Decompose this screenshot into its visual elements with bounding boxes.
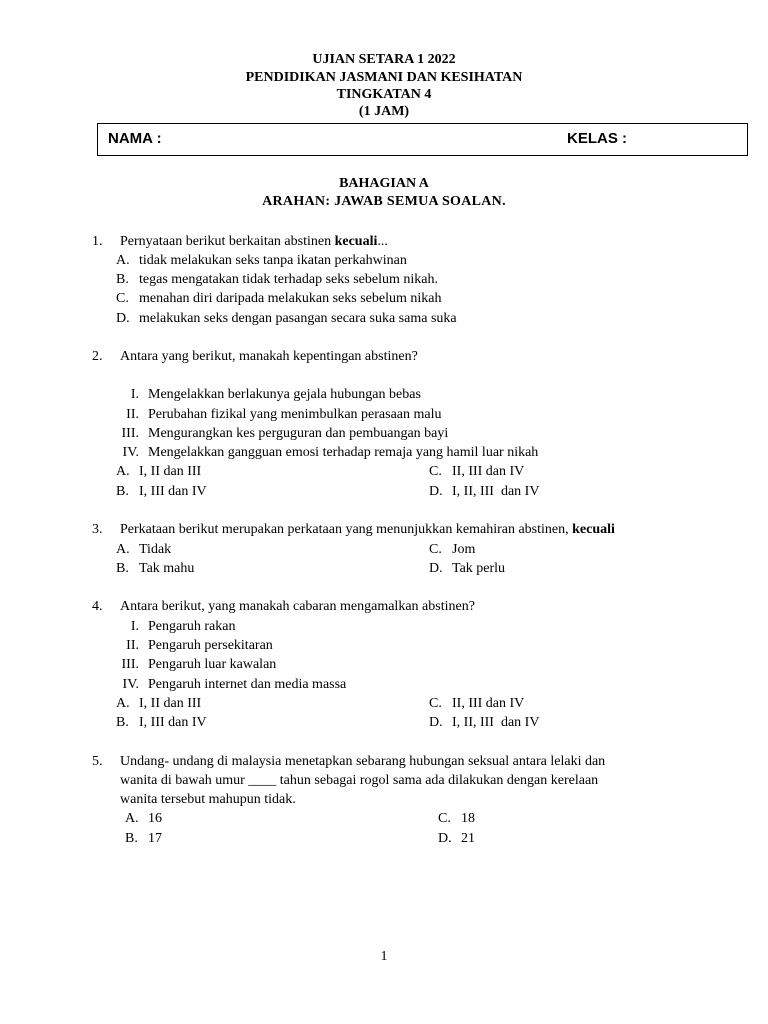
option-letter: A.	[125, 811, 139, 826]
option-text: 18	[461, 811, 475, 826]
form-level: TINGKATAN 4	[336, 87, 432, 102]
question-stem-line-1: Undang- undang di malaysia menetapkan sebarang hubungan seksual antara lelaki dan	[120, 754, 606, 769]
section-title: BAHAGIAN A	[339, 176, 429, 191]
option-letter: C.	[429, 542, 442, 557]
question-number: 3.	[92, 522, 103, 537]
exam-title: UJIAN SETARA 1 2022	[312, 52, 456, 67]
option-text: II, III dan IV	[452, 464, 525, 479]
question-number: 5.	[92, 754, 103, 769]
question-stem: Antara yang berikut, manakah kepentingan abstinen?	[120, 349, 418, 364]
roman-numeral: I.	[130, 619, 139, 634]
option-text: 17	[148, 831, 162, 846]
option-letter: B.	[116, 561, 129, 576]
option-text: 16	[148, 811, 162, 826]
option-letter: D.	[116, 311, 130, 326]
option-text: Tak mahu	[139, 561, 195, 576]
option-letter: C.	[116, 291, 129, 306]
option-letter: C.	[429, 696, 442, 711]
statement-text: Pengaruh internet dan media massa	[148, 677, 347, 692]
option-text: I, II, III dan IV	[452, 715, 540, 730]
question-stem: Perkataan berikut merupakan perkataan yang menunjukkan kemahiran abstinen, kecuali	[120, 522, 615, 537]
question-stem-line-2: wanita di bawah umur ____ tahun sebagai rogol sama ada dilakukan dengan kerelaan	[120, 773, 599, 788]
page-number: 1	[380, 949, 388, 964]
statement-text: Mengurangkan kes perguguran dan pembuangan bayi	[148, 426, 449, 441]
option-text: I, II dan III	[139, 464, 202, 479]
option-text: I, II dan III	[139, 696, 202, 711]
option-text: Jom	[452, 542, 476, 557]
option-text: melakukan seks dengan pasangan secara suka sama suka	[139, 311, 457, 326]
option-text: tegas mengatakan tidak terhadap seks sebelum nikah.	[139, 272, 438, 287]
option-text: I, III dan IV	[139, 484, 207, 499]
option-text: II, III dan IV	[452, 696, 525, 711]
option-letter: A.	[116, 253, 130, 268]
roman-numeral: IV.	[122, 445, 139, 460]
statement-text: Mengelakkan gangguan emosi terhadap remaja yang hamil luar nikah	[148, 445, 539, 460]
question-stem-line-3: wanita tersebut mahupun tidak.	[120, 792, 296, 807]
roman-numeral: I.	[130, 387, 139, 402]
option-letter: A.	[116, 464, 130, 479]
option-text: tidak melakukan seks tanpa ikatan perkahwinan	[139, 253, 407, 268]
roman-numeral: III.	[121, 426, 139, 441]
name-class-box	[97, 123, 748, 156]
option-text: I, II, III dan IV	[452, 484, 540, 499]
option-letter: B.	[125, 831, 138, 846]
roman-numeral: III.	[121, 657, 139, 672]
roman-numeral: II.	[126, 407, 139, 422]
option-text: Tak perlu	[452, 561, 506, 576]
option-letter: C.	[429, 464, 442, 479]
nama-label: NAMA :	[108, 130, 162, 147]
subject-title: PENDIDIKAN JASMANI DAN KESIHATAN	[245, 70, 523, 85]
statement-text: Pengaruh rakan	[148, 619, 236, 634]
option-letter: A.	[116, 542, 130, 557]
option-letter: D.	[429, 561, 443, 576]
kelas-label: KELAS :	[567, 130, 627, 147]
statement-text: Perubahan fizikal yang menimbulkan perasaan malu	[148, 407, 442, 422]
option-text: menahan diri daripada melakukan seks sebelum nikah	[139, 291, 442, 306]
option-letter: B.	[116, 715, 129, 730]
question-number: 2.	[92, 349, 103, 364]
question-stem: Antara berikut, yang manakah cabaran mengamalkan abstinen?	[120, 599, 475, 614]
option-letter: B.	[116, 484, 129, 499]
statement-text: Mengelakkan berlakunya gejala hubungan bebas	[148, 387, 421, 402]
option-text: Tidak	[139, 542, 172, 557]
section-instruction: ARAHAN: JAWAB SEMUA SOALAN.	[262, 194, 506, 209]
option-letter: D.	[438, 831, 452, 846]
option-text: 21	[461, 831, 475, 846]
question-number: 1.	[92, 234, 103, 249]
option-text: I, III dan IV	[139, 715, 207, 730]
statement-text: Pengaruh persekitaran	[148, 638, 273, 653]
option-letter: A.	[116, 696, 130, 711]
option-letter: B.	[116, 272, 129, 287]
option-letter: D.	[429, 484, 443, 499]
roman-numeral: II.	[126, 638, 139, 653]
statement-text: Pengaruh luar kawalan	[148, 657, 277, 672]
option-letter: D.	[429, 715, 443, 730]
option-letter: C.	[438, 811, 451, 826]
question-stem: Pernyataan berikut berkaitan abstinen kecuali...	[120, 234, 388, 249]
duration: (1 JAM)	[358, 104, 410, 119]
question-number: 4.	[92, 599, 103, 614]
roman-numeral: IV.	[122, 677, 139, 692]
